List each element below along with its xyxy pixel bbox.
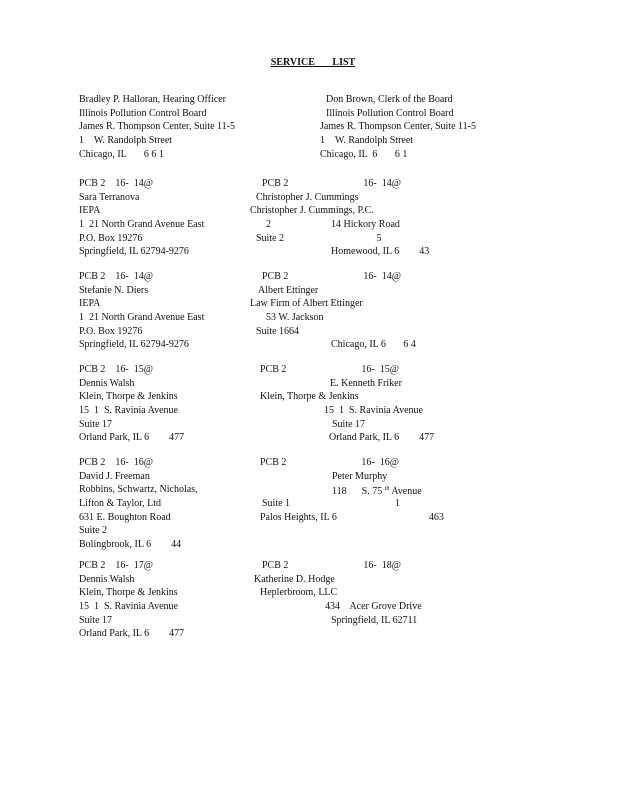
entry-line: P.O. Box 19276 [79, 325, 143, 337]
entry-line: 15 1 S. Ravinia Avenue [324, 405, 423, 417]
entry-line: Illinois Pollution Control Board [79, 107, 207, 119]
entry-line: 15 1 S. Ravinia Avenue [79, 405, 178, 417]
service-entry-friker [260, 363, 434, 445]
entry-line: Klein, Thorpe & Jenkins [79, 391, 178, 403]
city-state-zip: Palos Heights, IL 6 [260, 511, 337, 523]
entry-line: James R. Thompson Center, Suite 11-5 [320, 121, 476, 133]
entry-line: Bolingbrook, IL 6 44 [79, 539, 182, 551]
entry-line: Homewood, IL 6 43 [331, 246, 430, 258]
entry-line: Peter Murphy [332, 470, 388, 482]
entry-line: Suite 2 5 [256, 232, 382, 244]
entry-line: Suite 17 [332, 418, 366, 430]
entry-line: 1 21 North Grand Avenue East [79, 219, 205, 231]
case-number: PCB 2 16- 14@ [262, 271, 401, 282]
entry-line: Chicago, IL 6 6 1 [320, 148, 408, 160]
entry-line: Albert Ettinger [258, 284, 319, 296]
service-entry-freeman [79, 456, 198, 552]
entry-line: 1 W. Randolph Street [320, 135, 414, 147]
entry-line: Katherine D. Hodge [254, 573, 335, 585]
entry-line: Christopher J. Cummings [256, 191, 359, 203]
entry-line: 2 14 Hickory Road [266, 219, 400, 231]
entry-line: IEPA [79, 205, 101, 217]
entry-line: Robbins, Schwartz, Nicholas, [79, 484, 198, 496]
entry-line: 1 21 North Grand Avenue East [79, 312, 205, 324]
entry-line: 53 W. Jackson [266, 312, 324, 324]
entry-line: Orland Park, IL 6 477 [79, 628, 185, 640]
entry-line: Dennis Walsh [79, 573, 135, 585]
entry-line: Don Brown, Clerk of the Board [326, 94, 453, 105]
entry-line: James R. Thompson Center, Suite 11-5 [79, 121, 235, 133]
entry-line: Springfield, IL 62794-9276 [79, 339, 189, 351]
entry-line: Chicago, IL 6 6 4 [331, 339, 416, 351]
entry-line: Suite 1664 [256, 325, 300, 337]
entry-line: Chicago, IL 6 6 1 [79, 148, 164, 160]
service-entry-terranova [79, 177, 204, 259]
case-number: PCB 2 16- 14@ [79, 271, 153, 282]
entry-line: 631 E. Boughton Road [79, 511, 171, 523]
entry-line: Springfield, IL 62711 [331, 614, 418, 626]
street-type: Avenue [391, 486, 422, 498]
entry-line: Law Firm of Albert Ettinger [250, 298, 363, 310]
entry-line [260, 483, 444, 497]
case-number: PCB 2 16- 14@ [79, 178, 153, 189]
case-number: PCB 2 16- 16@ [260, 457, 399, 468]
service-list-title: SERVICE LIST [270, 57, 356, 68]
case-number: PCB 2 16- 16@ [79, 457, 153, 468]
case-number: PCB 2 16- 18@ [262, 560, 401, 571]
entry-line: 434 Acer Grove Drive [325, 601, 422, 613]
service-entry-walsh-15 [79, 363, 184, 445]
entry-line: 15 1 S. Ravinia Avenue [79, 601, 178, 613]
entry-line: Suite 2 [79, 525, 108, 537]
service-entry-hodge [254, 559, 422, 627]
entry-line: Dennis Walsh [79, 377, 135, 389]
clerk-entry [320, 93, 476, 161]
ordinal-suffix: th [384, 486, 390, 493]
case-number: PCB 2 16- 15@ [260, 364, 399, 375]
case-number: PCB 2 16- 14@ [262, 178, 401, 189]
entry-line: Christopher J. Cummings, P.C. [250, 205, 374, 217]
hearing-officer-entry [79, 93, 235, 161]
entry-line: E. Kenneth Friker [330, 377, 402, 389]
entry-line: Suite 17 [79, 418, 113, 430]
service-entry-diers [79, 270, 204, 352]
service-entry-cummings [250, 177, 429, 259]
entry-line: Bradley P. Halloran, Hearing Officer [79, 94, 226, 105]
entry-line: IEPA [79, 298, 101, 310]
entry-line: Orland Park, IL 6 477 [79, 432, 185, 444]
entry-line: Orland Park, IL 6 477 [329, 432, 435, 444]
entry-line: Heplerbroom, LLC [260, 587, 338, 599]
entry-line: Sara Terranova [79, 191, 140, 203]
case-number: PCB 2 16- 15@ [79, 364, 153, 375]
service-entry-ettinger [250, 270, 416, 352]
case-number: PCB 2 16- 17@ [79, 560, 153, 571]
zip-fragment: 463 [428, 511, 444, 523]
entry-line: Springfield, IL 62794-9276 [79, 246, 189, 258]
entry-line: Suite 17 [79, 614, 113, 626]
entry-line: P.O. Box 19276 [79, 232, 143, 244]
entry-line: 1 W. Randolph Street [79, 135, 173, 147]
entry-line: Klein, Thorpe & Jenkins [260, 391, 359, 403]
service-entry-walsh-17 [79, 559, 184, 641]
entry-line: David J. Freeman [79, 470, 150, 482]
street-number: 118 S. 75 [332, 486, 383, 498]
entry-line: Illinois Pollution Control Board [326, 107, 454, 119]
entry-line [260, 511, 444, 525]
entry-line: Lifton & Taylor, Ltd [79, 498, 162, 510]
entry-line: Suite 1 1 [262, 498, 401, 510]
entry-line: Klein, Thorpe & Jenkins [79, 587, 178, 599]
entry-line: Stefanie N. Diers [79, 284, 149, 296]
service-entry-murphy [260, 456, 444, 524]
